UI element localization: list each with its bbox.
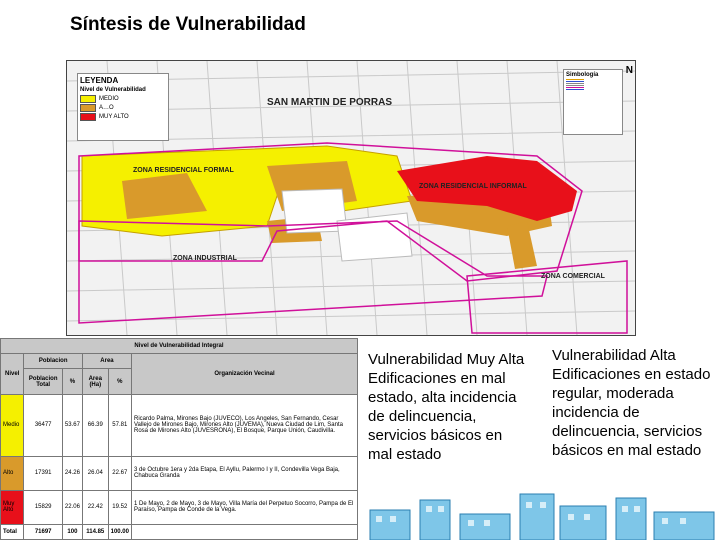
muy-alta-block <box>368 350 528 464</box>
alta-block <box>552 346 712 460</box>
cell-org: 1 De Mayo, 2 de Mayo, 3 de Mayo, Villa María del Perpetuo Socorro, Pampa de El Paraíso, Pampa de Conde de la Vega. <box>131 490 357 524</box>
header-pct-area: % <box>108 369 131 394</box>
legend-swatch <box>80 104 96 112</box>
zone-label-residencial-formal: ZONA RESIDENCIAL FORMAL <box>133 167 234 174</box>
zone-label-comercial: ZONA COMERCIAL <box>541 273 605 280</box>
cell-pct2: 19.52 <box>108 490 131 524</box>
header-organizacion: Organización Vecinal <box>131 354 357 395</box>
cell-pob: 17391 <box>24 456 63 490</box>
table-row <box>1 394 358 456</box>
header-area-ha: Area (Ha) <box>82 369 108 394</box>
legend-item-alto <box>80 104 166 112</box>
cell-org: Ricardo Palma, Mirones Bajo (JUVECO), Los Angeles, San Fernando, Cesar Vallejo de Mirones Bajo, Mirones Alto (JUVEMA), Nueva Ciudad de Lim, Santa Rosa de Mirones Alto (JUVESRONA), El Bosque, Parque Unión, Caudivilla. <box>131 394 357 456</box>
cell-total-pct2: 100.00 <box>108 524 131 539</box>
district-label: SAN MARTIN DE PORRAS <box>267 97 393 108</box>
symbology-title: Simbología <box>566 72 599 78</box>
header-poblacion: Poblacion <box>24 354 83 369</box>
cell-total-pct: 100 <box>62 524 82 539</box>
header-pct: % <box>62 369 82 394</box>
page-title: Síntesis de Vulnerabilidad <box>70 14 306 35</box>
cell-area: 66.39 <box>82 394 108 456</box>
muy-alta-heading: Vulnerabilidad Muy Alta <box>368 351 525 368</box>
muy-alta-body: Edificaciones en mal estado, alta incidencia de delincuencia, servicios básicos en mal estado <box>368 370 517 463</box>
legend-item-muy-alto <box>80 113 166 121</box>
cell-pct: 53.67 <box>62 394 82 456</box>
legend-subtitle: Nivel de Vulnerabilidad <box>80 87 146 93</box>
decorative-skyline <box>360 486 720 540</box>
legend-label: MUY ALTO <box>99 114 129 120</box>
vulnerability-table <box>0 338 358 540</box>
cell-area: 22.42 <box>82 490 108 524</box>
legend-title: LEYENDA <box>80 76 119 85</box>
cell-nivel: Alto <box>1 456 24 490</box>
header-poblacion-total: Poblacion Total <box>24 369 63 394</box>
map-symbology <box>563 69 623 135</box>
cell-pob: 36477 <box>24 394 63 456</box>
legend-label: MEDIO <box>99 96 119 102</box>
header-nivel: Nivel <box>1 354 24 395</box>
alta-body: Edificaciones en estado regular, moderada incidencia de delincuencia, servicios básicos en mal estado <box>552 366 711 459</box>
cell-pct2: 57.81 <box>108 394 131 456</box>
cell-pct2: 22.67 <box>108 456 131 490</box>
cell-total-label: Total <box>1 524 24 539</box>
table-row-total <box>1 524 358 539</box>
table-row <box>1 456 358 490</box>
header-area: Area <box>82 354 131 369</box>
cell-pct: 24.26 <box>62 456 82 490</box>
cell-total-pob: 71697 <box>24 524 63 539</box>
legend-label: A…O <box>99 105 114 111</box>
cell-org: 3 de Octubre 1era y 2da Etapa, El Ayllu, Palermo I y II, Condevilla Vega Baja, Chabuca Granda <box>131 456 357 490</box>
zone-label-residencial-informal: ZONA RESIDENCIAL INFORMAL <box>419 183 527 190</box>
north-arrow-icon: N <box>625 65 633 76</box>
vulnerability-map <box>66 60 636 336</box>
cell-pob: 15829 <box>24 490 63 524</box>
legend-item-medio <box>80 95 166 103</box>
legend-swatch <box>80 95 96 103</box>
map-legend <box>77 73 169 141</box>
cell-nivel: Medio <box>1 394 24 456</box>
legend-swatch <box>80 113 96 121</box>
cell-nivel: Muy Alto <box>1 490 24 524</box>
cell-area: 26.04 <box>82 456 108 490</box>
table-row <box>1 490 358 524</box>
table-title: Nivel de Vulnerabilidad Integral <box>1 339 358 354</box>
cell-total-area: 114.85 <box>82 524 108 539</box>
alta-heading: Vulnerabilidad Alta <box>552 347 676 364</box>
zone-label-industrial: ZONA INDUSTRIAL <box>173 255 237 262</box>
cell-pct: 22.06 <box>62 490 82 524</box>
